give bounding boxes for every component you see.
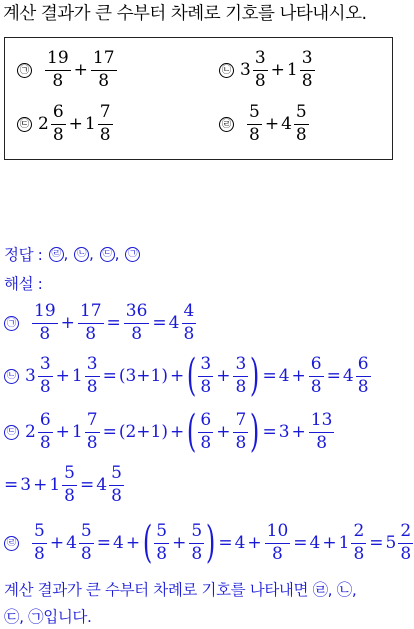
solution-a: ㉠ $\frac{19}{8}$ + $\frac{17}{8}$ = $\frac{36}{8}$ = 4 $\frac{4}{8}$ xyxy=(4,303,197,344)
fraction: $\frac{7}{8}$ xyxy=(99,102,111,145)
fraction: $\frac{3}{8}$ xyxy=(301,48,313,91)
solution-label: 해설 : xyxy=(4,275,43,293)
choice-b: ㉡ 3 $\frac{3}{8}$ + 1 $\frac{3}{8}$ xyxy=(219,50,316,91)
solution-b: ㉡ 3 $\frac{3}{8}$ + 1 $\frac{3}{8}$ = (3+1) + ( $\frac{3}{8}$ + $\frac{3}{8}$ ) = 4 + $\frac{6}{8}$ = 4 $\frac{6}{8}$ xyxy=(4,354,372,398)
mark-a: ㉠ xyxy=(17,63,32,78)
conclusion-line-1: 계산 결과가 큰 수부터 차례로 기호를 나타내면 ㉣, ㉡, xyxy=(4,581,357,599)
mark-a: ㉠ xyxy=(125,247,140,262)
conclusion-line-2: ㉢, ㉠입니다. xyxy=(4,608,92,626)
solution-c-continued: = 3 + 1 $\frac{5}{8}$ = 4 $\frac{5}{8}$ xyxy=(4,463,122,506)
mark-d: ㉣ xyxy=(219,117,234,132)
choice-a: ㉠ $\frac{19}{8}$ + $\frac{17}{8}$ xyxy=(17,50,118,91)
fraction: $\frac{3}{8}$ xyxy=(254,48,266,91)
fraction: $\frac{6}{8}$ xyxy=(52,102,64,145)
answer-label: 정답 : xyxy=(4,246,43,264)
mark-b: ㉡ xyxy=(74,247,89,262)
fraction: $\frac{5}{8}$ xyxy=(249,102,260,145)
fraction: $\frac{5}{8}$ xyxy=(295,102,307,145)
mark-c: ㉢ xyxy=(100,247,115,262)
mark-c: ㉢ xyxy=(17,117,32,132)
choice-c: ㉢ 2 $\frac{6}{8}$ + 1 $\frac{7}{8}$ xyxy=(17,104,114,145)
fraction: $\frac{17}{8}$ xyxy=(92,48,115,91)
choices-box xyxy=(4,37,393,160)
choice-d: ㉣ $\frac{5}{8}$ + 4 $\frac{5}{8}$ xyxy=(219,104,310,145)
answer-line: 정답 : ㉣ , ㉡ , ㉢ , ㉠ xyxy=(4,243,140,265)
solution-c: ㉢ 2 $\frac{6}{8}$ + 1 $\frac{7}{8}$ = (2+1) + ( $\frac{6}{8}$ + $\frac{7}{8}$ ) = 3 + $\frac{13}{8}$ xyxy=(4,410,335,454)
fraction: $\frac{19}{8}$ xyxy=(47,48,69,91)
question-text: 계산 결과가 큰 수부터 차례로 기호를 나타내시오. xyxy=(3,4,367,24)
solution-d: ㉣ $\frac{5}{8}$ + 4 $\frac{5}{8}$ = 4 + ( $\frac{5}{8}$ + $\frac{5}{8}$ ) = 4 + $\frac{10}{8}$ = 4 + 1 $\frac{2}{8}$ = 5 $\frac{2}{8}$ xyxy=(4,521,414,565)
mark-d: ㉣ xyxy=(49,247,64,262)
mark-b: ㉡ xyxy=(219,63,234,78)
